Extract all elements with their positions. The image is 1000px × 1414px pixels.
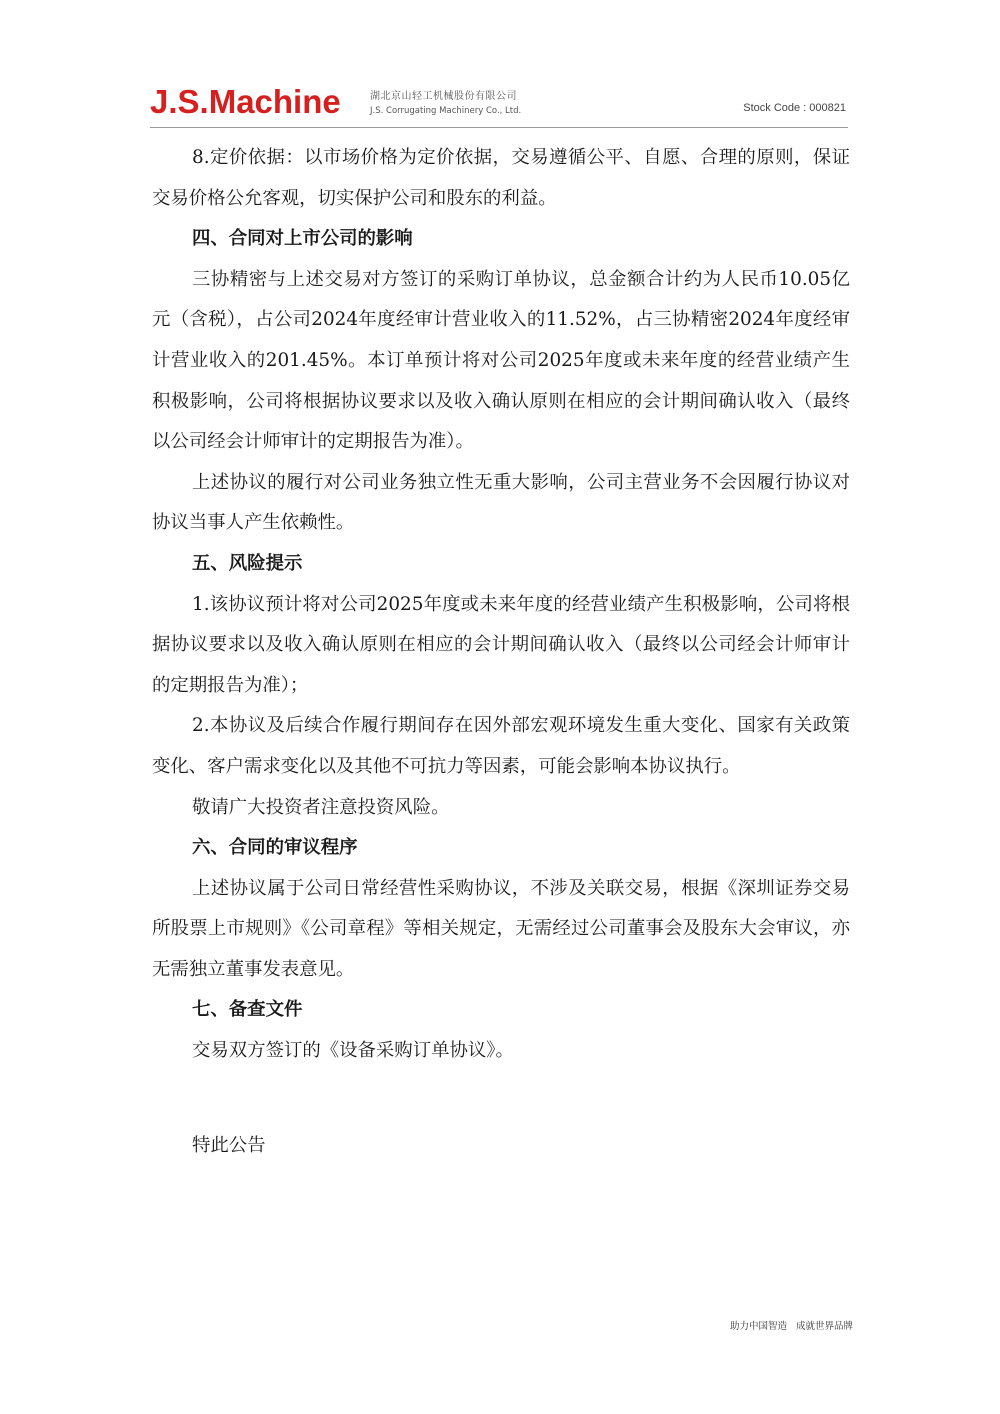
documents-paragraph: 交易双方签订的《设备采购订单协议》。 [192, 1040, 514, 1062]
independence-paragraph: 上述协议的履行对公司业务独立性无重大影响，公司主营业务不会因履行协议对协议当事人产生依赖性。 [152, 471, 850, 534]
stock-code: Stock Code : 000821 [743, 102, 846, 114]
section-heading-impact: 四、合同对上市公司的影响 [192, 228, 413, 250]
section-heading-review: 六、合同的审议程序 [192, 837, 358, 859]
footer-slogan: 助力中国智造 成就世界品牌 [730, 1321, 854, 1332]
header-divider [150, 127, 848, 128]
signoff: 特此公告 [192, 1134, 266, 1156]
review-paragraph: 上述协议属于公司日常经营性采购协议，不涉及关联交易，根据《深圳证券交易所股票上市规则》《公司章程》等相关规定，无需经过公司董事会及股东大会审议，亦无需独立董事发表意见。 [152, 877, 850, 980]
company-name-en: J.S. Corrugating Machinery Co., Ltd. [370, 106, 522, 116]
pricing-basis-paragraph: 8.定价依据：以市场价格为定价依据，交易遵循公平、自愿、合理的原则，保证交易价格公允客观，切实保护公司和股东的利益。 [152, 147, 850, 209]
investor-notice: 敬请广大投资者注意投资风险。 [192, 796, 450, 818]
section-heading-documents: 七、备查文件 [192, 999, 303, 1021]
impact-paragraph: 三协精密与上述交易对方签订的采购订单协议，总金额合计约为人民币10.05亿元（含税），占公司2024年度经审计营业收入的11.52%，占三协精密2024年度经审计营业收入的201.45%。本订单预计将对公司2025年度或未来年度的经营业绩产生积极影响，公司将根据协议要求以及收入确认原则在相应的会计期间确认收入（最终以公司经会计师审计的定期报告为准）。 [152, 268, 850, 453]
company-name-block [370, 91, 521, 117]
document-body [152, 138, 850, 1166]
risk-item-1: 1.该协议预计将对公司2025年度或未来年度的经营业绩产生积极影响，公司将根据协议要求以及收入确认原则在相应的会计期间确认收入（最终以公司经会计师审计的定期报告为准）； [152, 593, 850, 696]
section-heading-risk: 五、风险提示 [192, 552, 303, 574]
company-logo: J.S.Machine [150, 83, 341, 120]
page-header [150, 84, 850, 130]
risk-item-2: 2.本协议及后续合作履行期间存在因外部宏观环境发生重大变化、国家有关政策变化、客户需求变化以及其他不可抗力等因素，可能会影响本协议执行。 [152, 715, 850, 777]
spacer [152, 1072, 850, 1126]
company-name-cn: 湖北京山轻工机械股份有限公司 [370, 91, 517, 102]
